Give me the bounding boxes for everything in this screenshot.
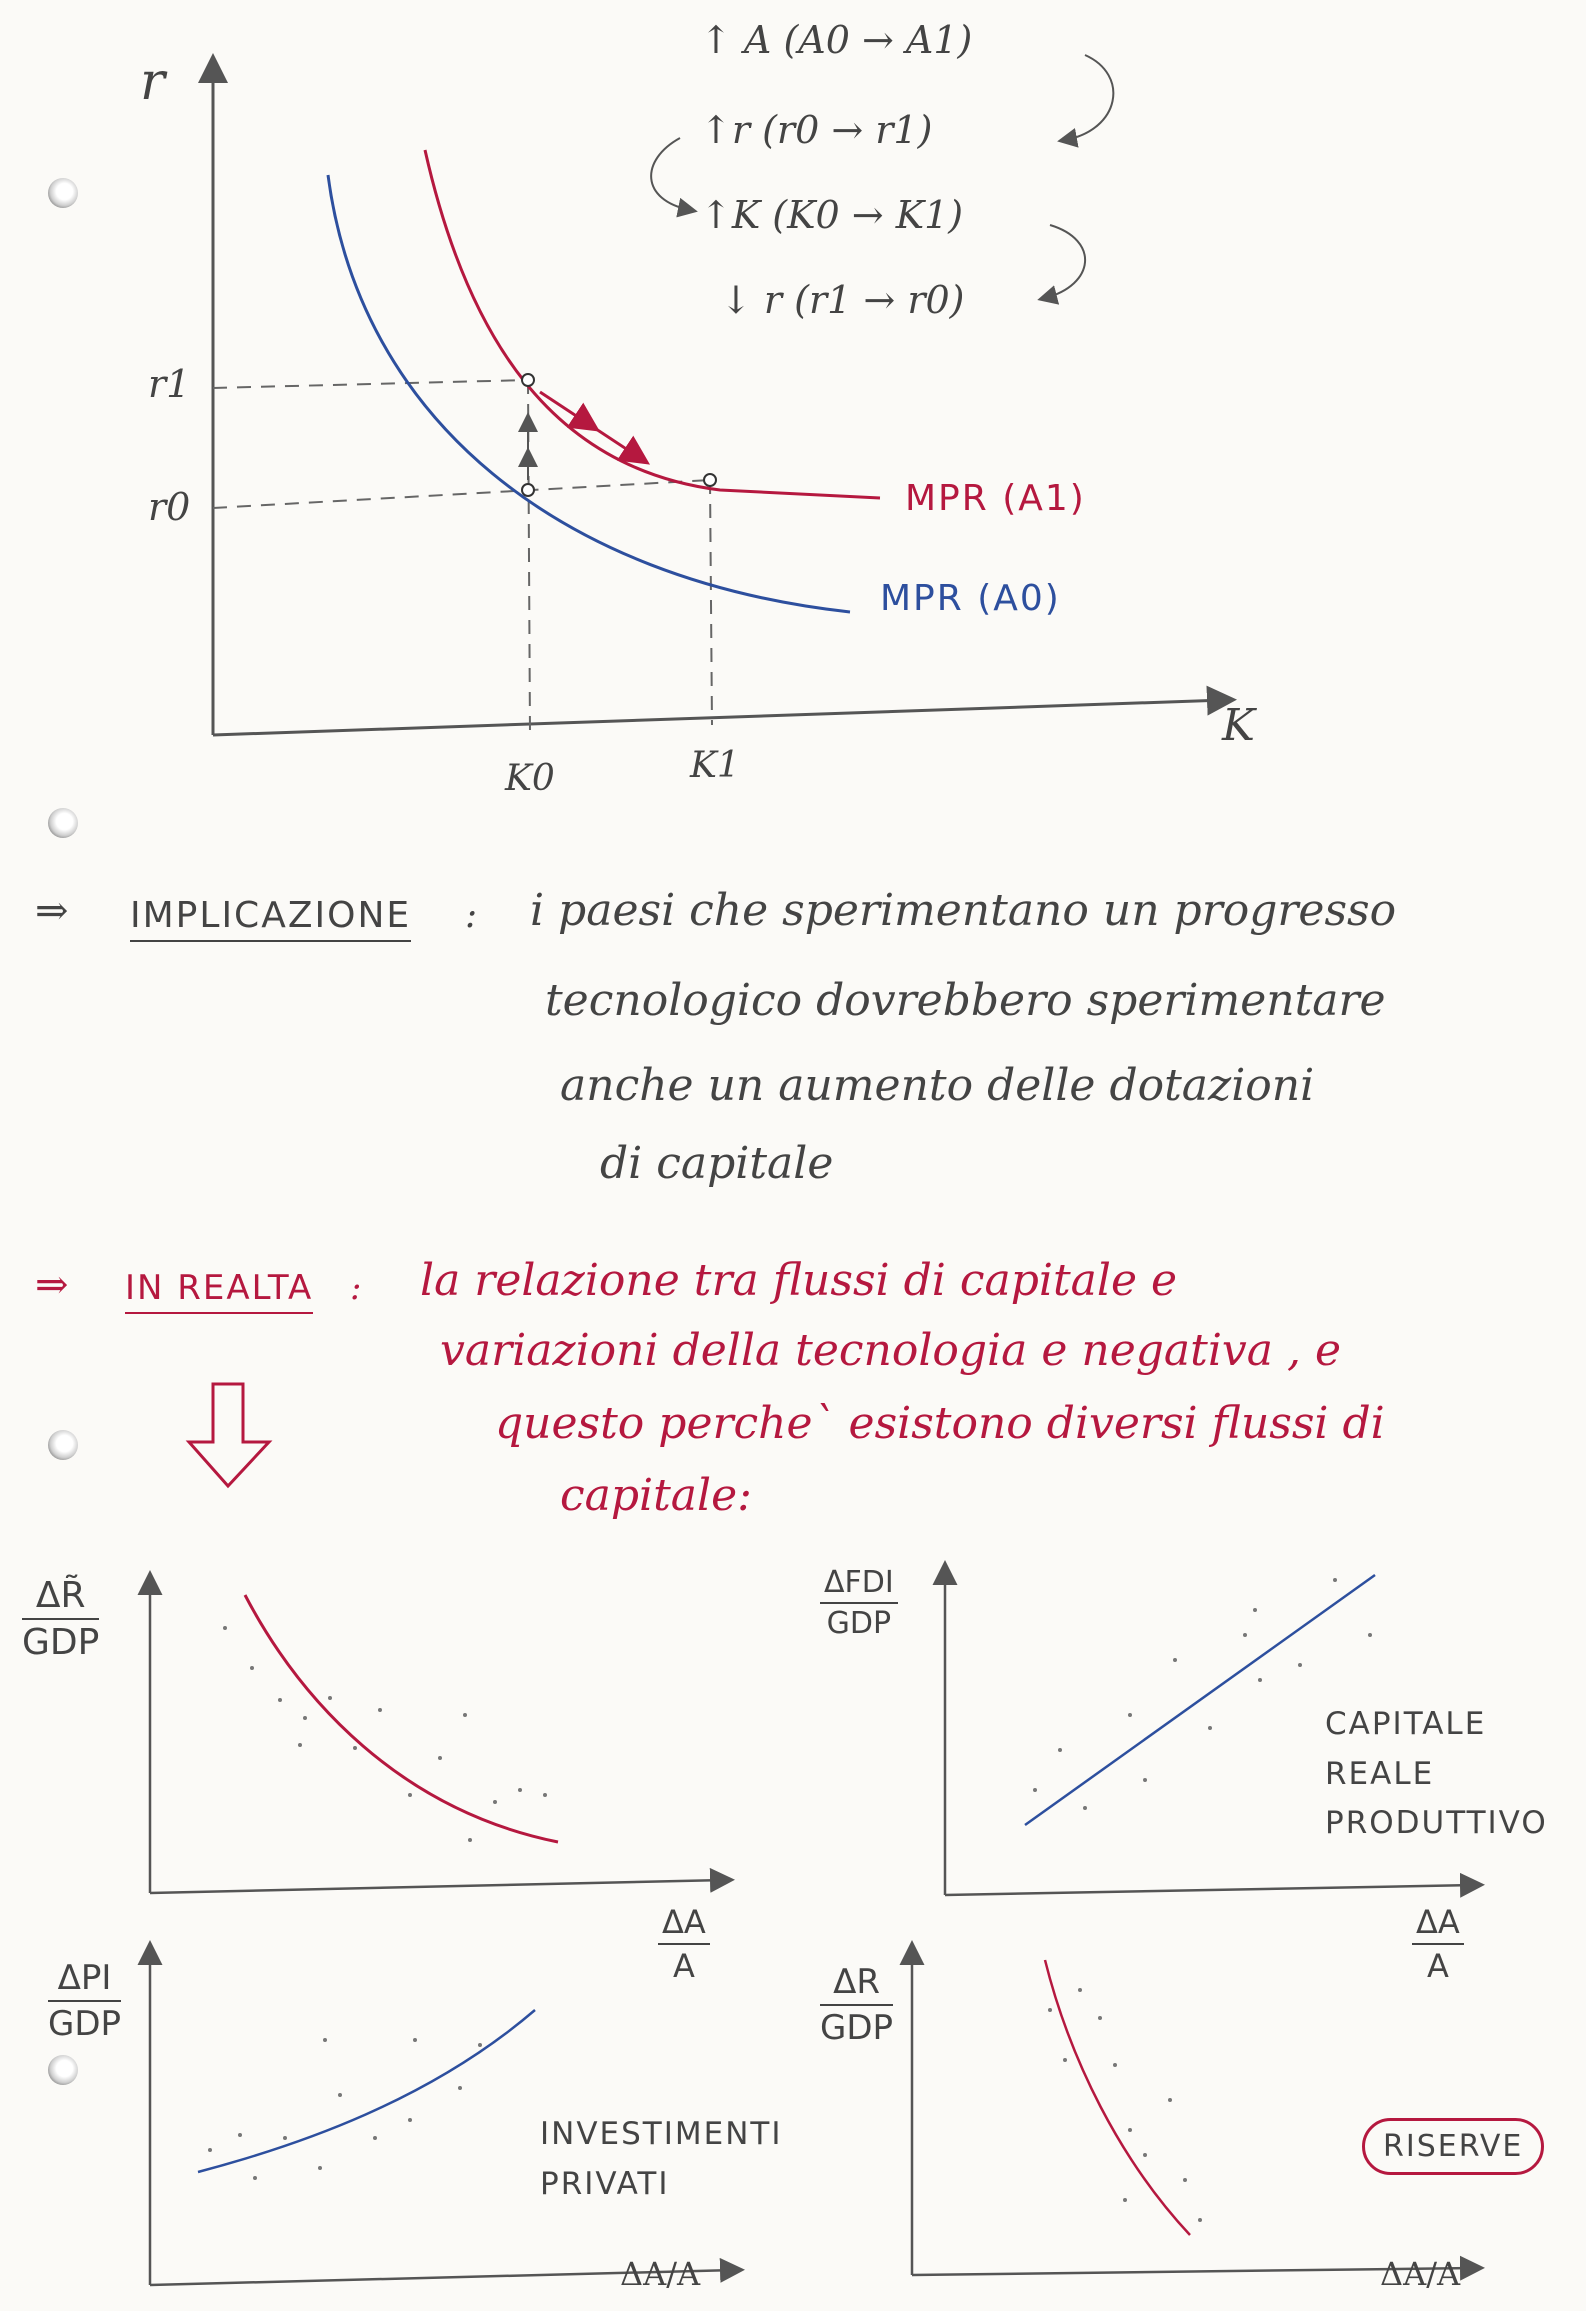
chart4-label: RISERVE — [1362, 2118, 1544, 2175]
realta-line: la relazione tra flussi di capitale e — [420, 1255, 1178, 1306]
step-2: ↑r (r0 → r1) — [700, 108, 933, 152]
chart2-x-label: $\frac{\Delta A}{A}$ — [1412, 1903, 1464, 1985]
equilibrium-point — [704, 474, 716, 486]
realta-line: capitale: — [560, 1470, 752, 1521]
x-axis — [213, 700, 1225, 735]
k1-label: K1 — [690, 745, 740, 786]
implicazione-line: i paesi che sperimentano un progresso — [530, 885, 1397, 936]
mpr-a0-label: MPR (A0) — [880, 578, 1061, 619]
trend-line-4 — [1045, 1960, 1190, 2235]
implication-arrow: ⇒ — [35, 888, 69, 934]
implicazione-label: IMPLICAZIONE — [130, 895, 411, 942]
step-1: ↑ A (A0 → A1) — [700, 18, 973, 62]
chart4-x-label: ΔA/A — [1380, 2255, 1461, 2293]
implicazione-line: di capitale — [600, 1138, 834, 1189]
realta-line: questo perche` esistono diversi flussi di — [495, 1398, 1385, 1449]
equilibrium-point — [522, 484, 534, 496]
step-4: ↓ r (r1 → r0) — [720, 278, 965, 322]
implicazione-colon: : — [465, 895, 478, 936]
r0-label: r0 — [148, 485, 191, 529]
binder-hole — [48, 1430, 78, 1460]
equilibrium-point — [522, 374, 534, 386]
realta-arrow: ⇒ — [35, 1262, 69, 1308]
implicazione-line: anche un aumento delle dotazioni — [560, 1060, 1315, 1111]
mpr-a0-curve — [328, 175, 850, 612]
mpr-a1-label: MPR (A1) — [905, 478, 1086, 519]
realta-colon: : — [350, 1268, 362, 1308]
trend-line-1 — [245, 1595, 558, 1842]
y-axis-label: r — [140, 52, 165, 112]
in-realta-label: IN REALTA — [125, 1268, 313, 1314]
k0-label: K0 — [505, 758, 555, 799]
chart2-label: CAPITALE REALE PRODUTTIVO — [1325, 1706, 1548, 1842]
chart2-y-label: ΔFDI GDP — [820, 1565, 898, 1641]
step-3: ↑K (K0 → K1) — [700, 193, 964, 237]
chart1-y-label: ΔR̃ GDP — [22, 1575, 100, 1663]
chart3-label: INVESTIMENTI PRIVATI — [540, 2116, 783, 2202]
r1-label: r1 — [148, 362, 191, 406]
realta-line: variazioni della tecnologia e negativa , e — [440, 1325, 1341, 1376]
chart3-x-label: ΔA/A — [620, 2255, 701, 2293]
chart3-y-label: ΔPI GDP — [48, 1958, 122, 2044]
down-arrow-icon — [185, 1380, 275, 1490]
chart4-y-label: ΔR GDP — [820, 1962, 894, 2048]
chart1-x-label: $\frac{\Delta A}{A}$ — [658, 1903, 710, 1985]
x-axis-label: K — [1222, 700, 1255, 751]
trend-line-2 — [1025, 1575, 1375, 1825]
implicazione-line: tecnologico dovrebbero sperimentare — [545, 975, 1386, 1026]
trend-line-3 — [198, 2010, 535, 2172]
